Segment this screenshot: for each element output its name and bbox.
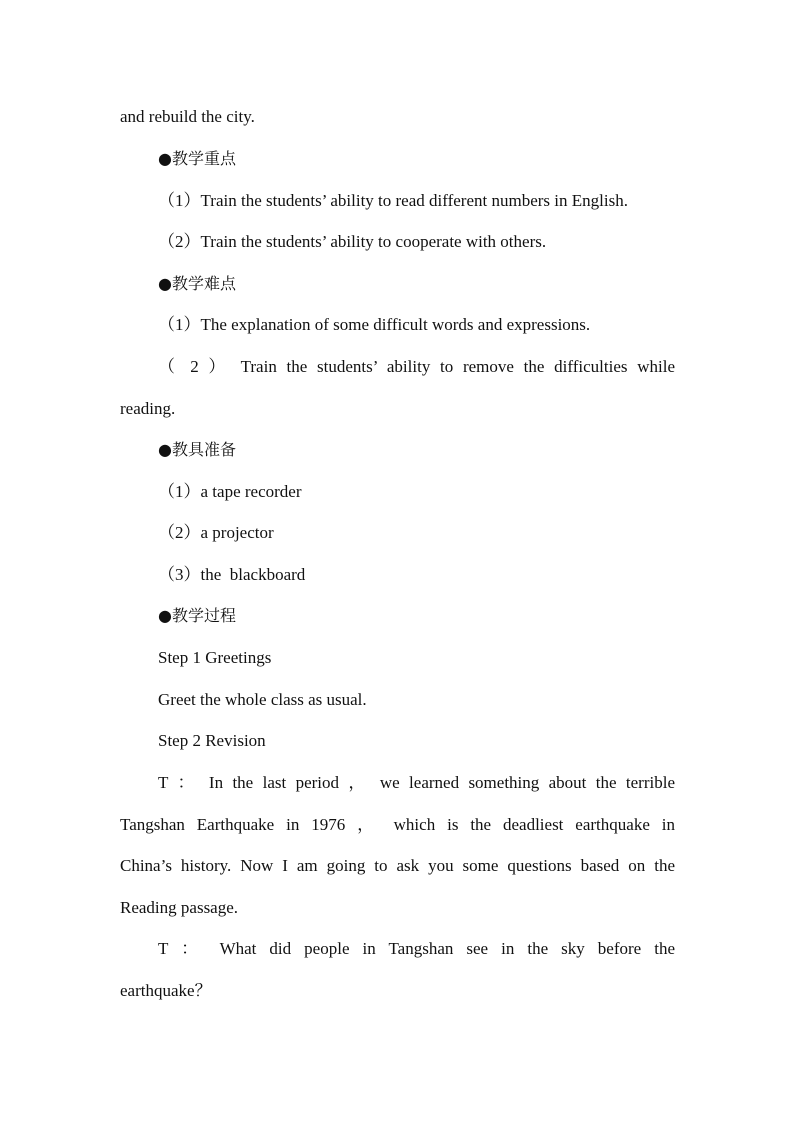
text-line: （1）The explanation of some difficult words and expressions. <box>158 315 591 334</box>
text-line: China’s history. Now I am going to ask you some questions based on the <box>120 856 675 875</box>
step-heading: Step 1 Greetings <box>158 648 272 667</box>
text-line: Greet the whole class as usual. <box>158 690 367 709</box>
text-line: T ： In the last period ， we learned something about the terrible <box>158 773 675 792</box>
text-line: （3）the blackboard <box>158 565 306 584</box>
text-line: reading. <box>120 399 176 418</box>
text-line: （1）a tape recorder <box>158 482 302 501</box>
section-heading-key-points: ●教学重点 <box>158 149 236 168</box>
text-line: T ： What did people in Tangshan see in the sky before the <box>158 939 675 958</box>
step-heading: Step 2 Revision <box>158 731 266 750</box>
text-line: Reading passage. <box>120 898 239 917</box>
text-line: earthquake？ <box>120 981 212 1000</box>
text-line: and rebuild the city. <box>120 107 255 126</box>
section-heading-teaching-aids: ●教具准备 <box>158 440 236 459</box>
section-heading-difficulties: ●教学难点 <box>158 274 236 293</box>
text-line: （2）a projector <box>158 523 274 542</box>
text-line: Tangshan Earthquake in 1976 ， which is the deadliest earthquake in <box>120 815 675 834</box>
text-line: （1）Train the students’ ability to read different numbers in English. <box>158 191 628 210</box>
text-line: （2）Train the students’ ability to cooperate with others. <box>158 232 547 251</box>
text-line: （ 2 ） Train the students’ ability to remove the difficulties while <box>158 357 675 376</box>
section-heading-teaching-process: ●教学过程 <box>158 606 236 625</box>
